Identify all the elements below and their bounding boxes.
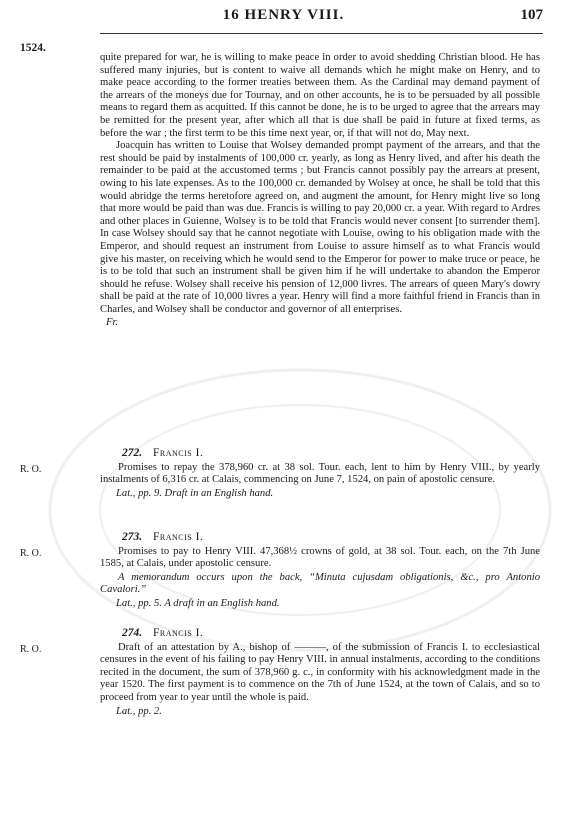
header-rule: [100, 33, 543, 34]
entry-number: 274.: [122, 627, 143, 639]
margin-reference: R. O.: [20, 644, 42, 655]
entry-text: Promises to pay to Henry VIII. 47,368½ crowns of gold, at 38 sol. Tour. each, on the 7th June 1585, at Calais, under apostolic censure.: [100, 545, 540, 570]
paragraph: Joacquin has written to Louise that Wolsey demanded prompt payment of the arrears, and that the rest should be paid by instalments of 100,000 cr. yearly, as long as Henry lived, and after his death the remainder to be paid at the accustomed terms ; but Francis cannot possibly pay the arrears at present, owing to his late expenses. As to the 100,000 cr. demanded by Wolsey at once, he shall be told that this would abridge the terms heretofore agreed on, and augment the amount, for Henry might live so long that more would be paid than was due. Francis is willing to pay 20,000 cr. a year. With regard to Ardres and other places in Guienne, Wolsey is to be told that Francis would never consent [to surrender them]. In case Wolsey should say that he cannot negotiate with Louise, owing to his obligation made with the Emperor, and should request an instrument from Louise to assure himself as to what Francis would give his master, on receiving which he would send to the Emperor for power to make truce or peace, he is to be told that such an instrument shall be given him if he will undertake to abandon the Emperor should he refuse. Wolsey shall receive his pension of 12,000 livres. The arrears of queen Mary's dowry shall be paid at the rate of 10,000 livres a year. Henry will find a more faithful friend in Francis than in Charles, and Wolsey shall be conductor and governor of all enterprises.: [100, 140, 540, 315]
entry-273: [20, 531, 540, 611]
running-title: 16 HENRY VIII.: [222, 7, 345, 23]
margin-reference: R. O.: [20, 464, 42, 475]
entry-heading: [100, 531, 540, 544]
entry-name: Francis I.: [153, 627, 204, 639]
entry-name: Francis I.: [153, 447, 204, 459]
entry-meta: Lat., pp. 2.: [116, 705, 162, 717]
entry-note: A memorandum occurs upon the back, “Minuta cujusdam obligationis, &c., pro Antonio Cavalori.”: [100, 571, 540, 596]
entry-meta: Lat., pp. 9. Draft in an English hand.: [116, 487, 274, 499]
entry-text: Draft of an attestation by A., bishop of ———, of the submission of Francis I. to ecclesiastical censures in the event of his failing to pay Henry VIII. in annual instalments, according to the conditions recited in the document, the sum of 378,960 g. c., in conformity with his acknowledgment made in the year 1520. The first payment is to commence on the 7th of June 1524, at the town of Calais, and so to proceed from year to year until the whole is paid.: [100, 641, 540, 703]
margin-reference: R. O.: [20, 548, 42, 559]
entry-text: Promises to repay the 378,960 cr. at 38 sol. Tour. each, lent to him by Henry VIII., by yearly instalments of 6,316 cr. at Calais, commencing on June 7, 1524, on pain of apostolic censure.: [100, 461, 540, 486]
entry-272: [20, 447, 540, 500]
entry-274: [20, 627, 540, 718]
entry-number: 273.: [122, 531, 143, 543]
entry-meta: Lat., pp. 5. A draft in an English hand.: [116, 597, 280, 609]
entry-name: Francis I.: [153, 531, 204, 543]
language-note: Fr.: [106, 317, 119, 329]
continuation-text: [100, 52, 540, 330]
page-header: [0, 7, 567, 29]
page-number: 107: [520, 7, 543, 23]
entry-number: 272.: [122, 447, 143, 459]
entry-heading: [100, 447, 540, 460]
entry-heading: [100, 627, 540, 640]
margin-year: 1524.: [20, 42, 46, 54]
watermark-seal: [40, 360, 560, 660]
paragraph: quite prepared for war, he is willing to make peace in order to avoid shedding Christian blood. He has suffered many injuries, but is content to waive all demands which he might make on Henry, and to make peace according to the former treaties between them. As the Cardinal may demand payment of the arrears of the moneys due for Tournay, and on other accounts, he is to be persuaded by all possible means to regard them as acquitted. If this cannot be done, he is to be urged to agree that the arrears may be remitted for the present year, after which all that is due shall be paid in future at fixed terms, as before the war ; the first term to be this time next year, or, if that will not do, May next.: [100, 52, 540, 139]
